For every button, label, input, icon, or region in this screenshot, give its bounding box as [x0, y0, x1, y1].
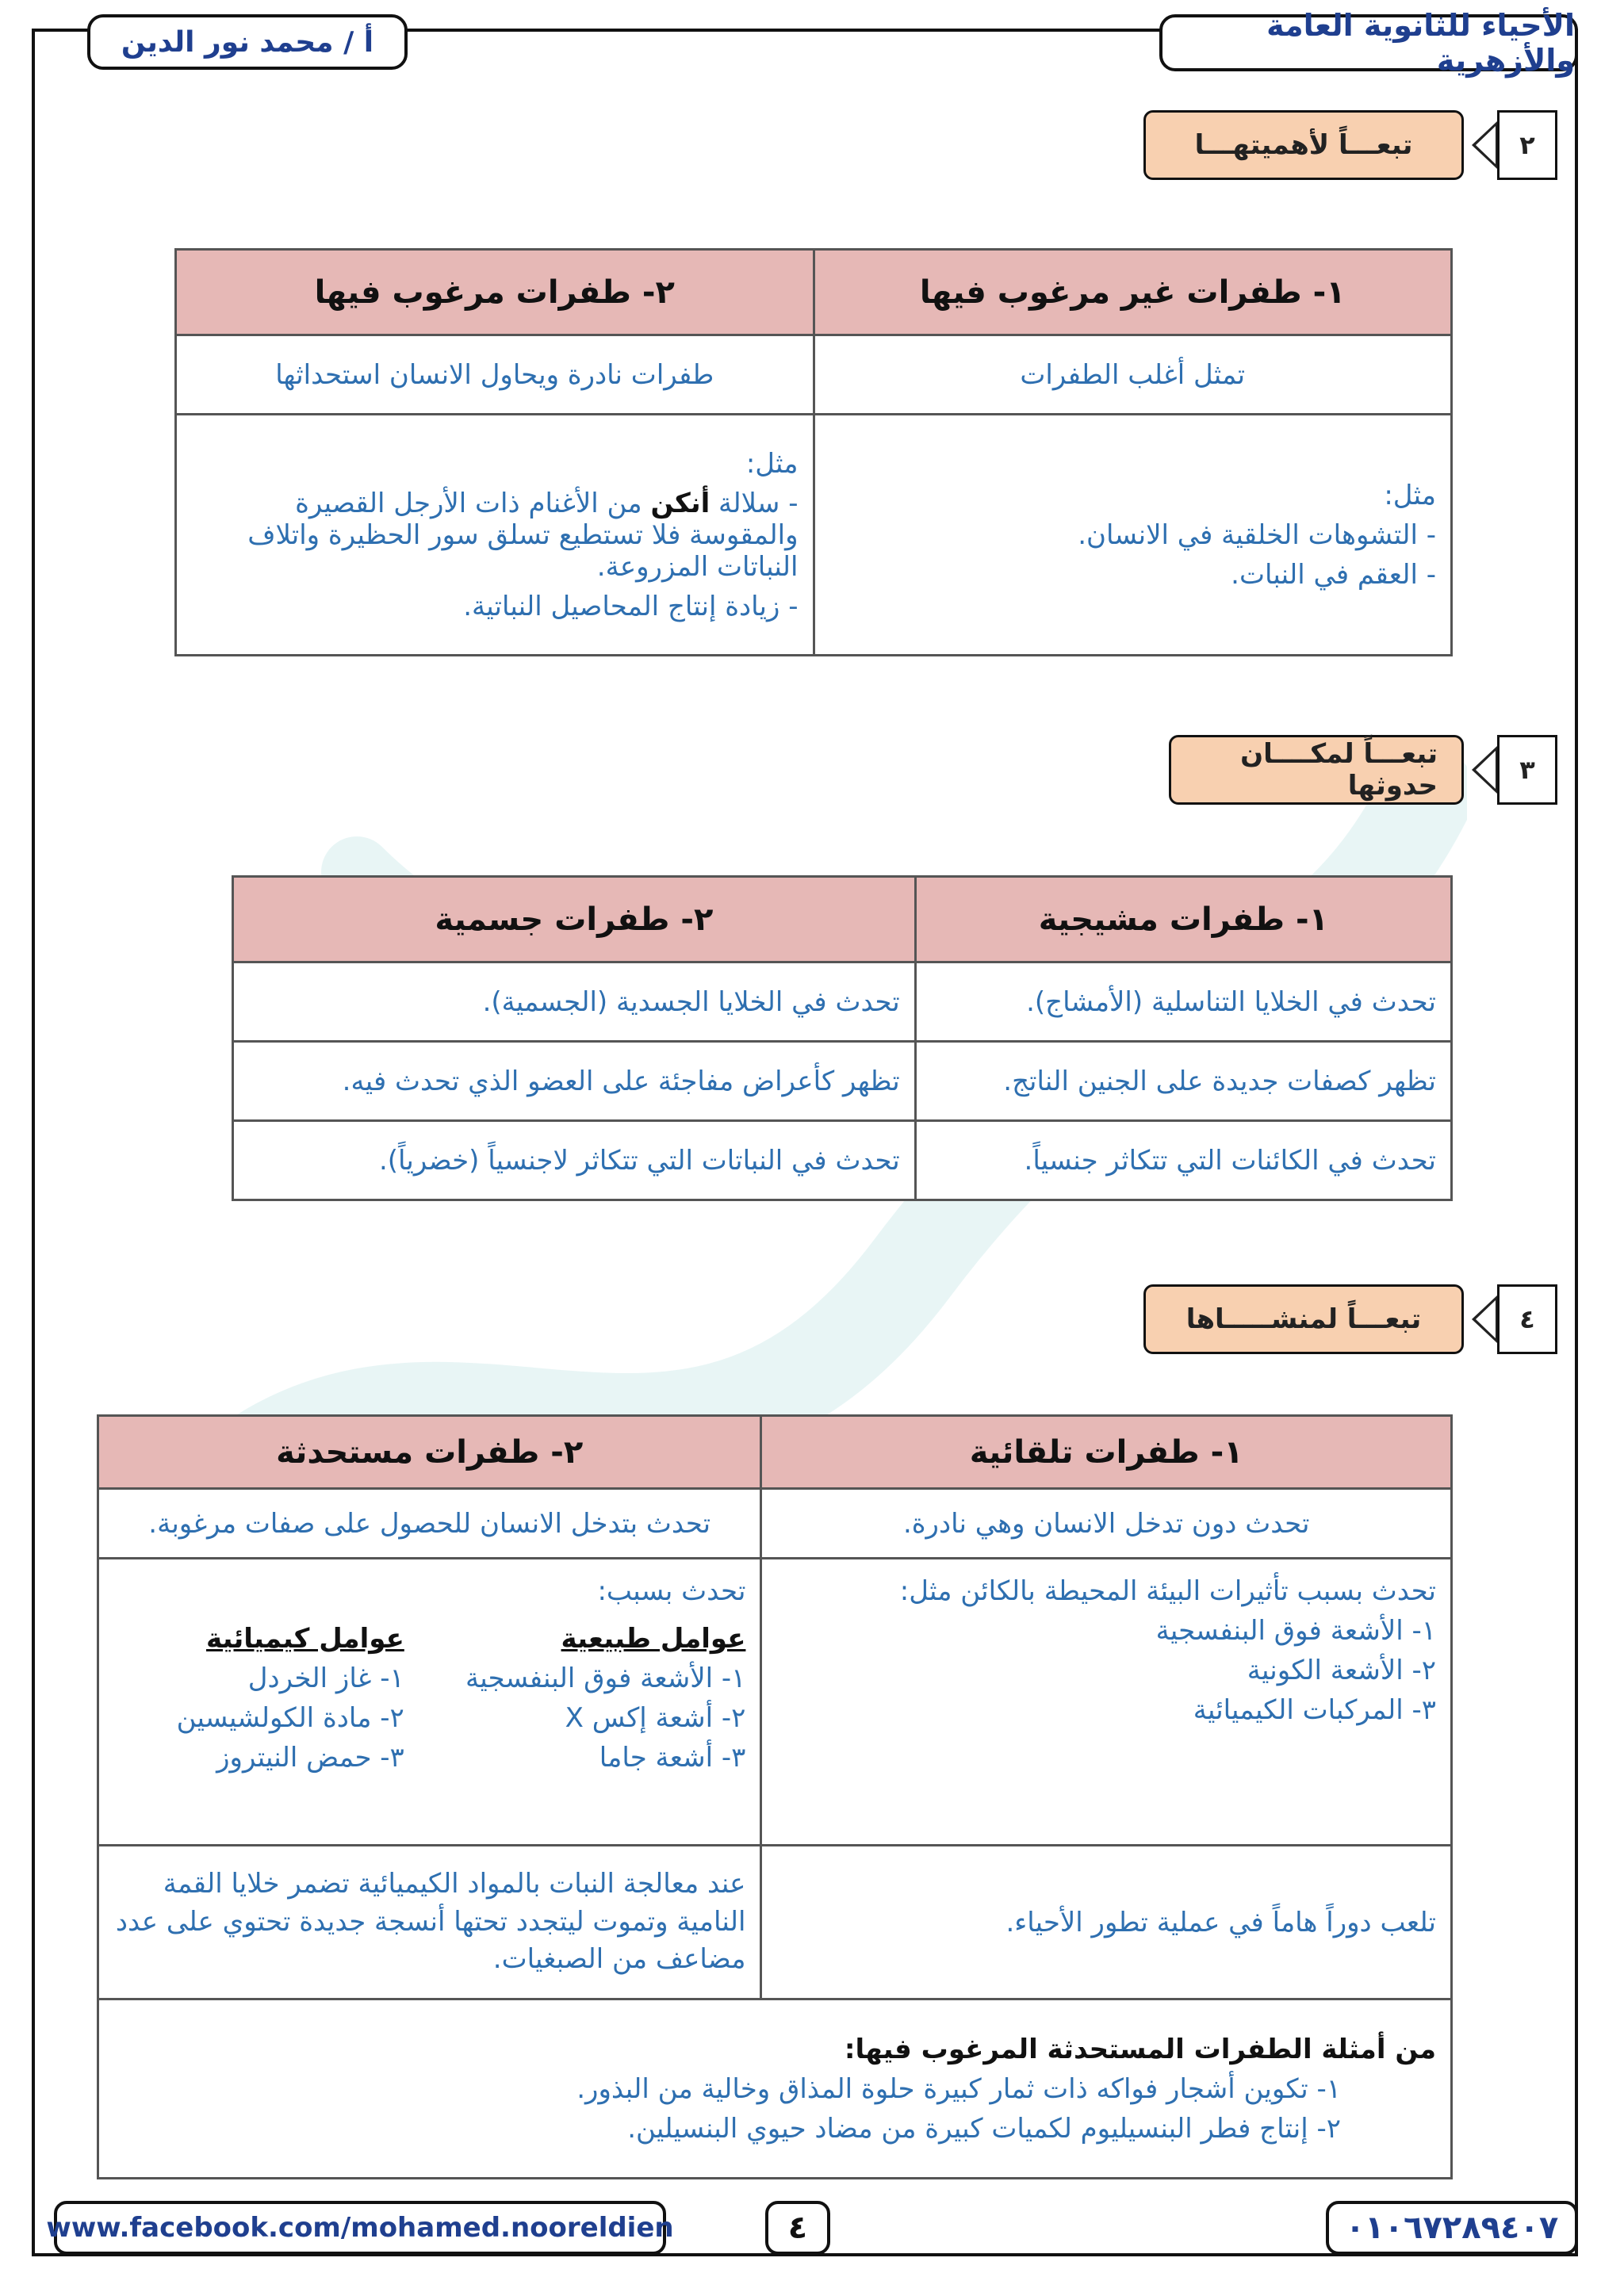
- section-tag-importance: [1137, 109, 1557, 182]
- column-header: ٢- طفرات مستحدثة: [98, 1416, 761, 1489]
- example-item: - زيادة إنتاج المحاصيل النباتية.: [463, 590, 799, 622]
- table-cell: تحدث في الكائنات التي تتكاثر جنسياً.: [915, 1121, 1451, 1200]
- facebook-link[interactable]: www.facebook.com/mohamed.nooreldien: [54, 2201, 666, 2255]
- natural-factors: [455, 1615, 746, 1781]
- section-tag-origin: [1137, 1283, 1557, 1356]
- example-item: - التشوهات الخلقية في الانسان.: [1078, 519, 1436, 551]
- section-label: تبعـــاً لأهميتهـــا: [1143, 110, 1464, 180]
- section-label: تبعـــاً لمكــــان حدوثها: [1169, 735, 1464, 805]
- causes-heading: تحدث بسبب تأثيرات البيئة المحيطة بالكائن مثل:: [899, 1575, 1436, 1607]
- column-header: ٢- طفرات مرغوب فيها: [176, 250, 814, 335]
- example-item: - العقم في النبات.: [1231, 558, 1436, 591]
- desired-example-item: ١- تكوين أشجار فواكه ذات ثمار كبيرة حلوة المذاق وخالية من البذور.: [576, 2072, 1341, 2105]
- table-origin: [97, 1414, 1453, 2179]
- column-header: ١- طفرات مشيجية: [915, 877, 1451, 962]
- examples-heading: مثل:: [1384, 479, 1436, 511]
- examples-heading: مثل:: [745, 447, 799, 480]
- cause-item: ١- الأشعة فوق البنفسجية: [1155, 1615, 1436, 1647]
- cause-item: ٣- أشعة جاما: [599, 1742, 746, 1774]
- cause-item: ٣- المركبات الكيميائية: [1193, 1694, 1436, 1726]
- table-cell: تحدث في النباتات التي تتكاثر لاجنسياً (خضرياً).: [233, 1121, 916, 1200]
- table-cell: تحدث في الخلايا التناسلية (الأمشاج).: [915, 962, 1451, 1042]
- cause-item: ١- الأشعة فوق البنفسجية: [465, 1663, 746, 1694]
- natural-factors-title: عوامل طبيعية: [561, 1623, 746, 1655]
- arrow-left-icon: [1472, 1295, 1497, 1343]
- table-cell: تحدث في الخلايا الجسدية (الجسمية).: [233, 962, 916, 1042]
- arrow-left-icon: [1472, 746, 1497, 794]
- table-cell: تظهر كصفات جديدة على الجنين الناتج.: [915, 1042, 1451, 1121]
- desired-example-item: ٢- إنتاج فطر البنسيليوم لكميات كبيرة من مضاد حيوي البنسيلين.: [627, 2112, 1341, 2145]
- cause-item: ٣- حمض النيتروز: [216, 1742, 404, 1774]
- desired-examples-heading: من أمثلة الطفرات المستحدثة المرغوب فيها:: [844, 2033, 1436, 2065]
- cause-item: ٢- الأشعة الكونية: [1247, 1655, 1436, 1686]
- teacher-name: أ / محمد نور الدين: [87, 14, 408, 70]
- table-importance: [174, 248, 1453, 656]
- table-location: [232, 875, 1453, 1201]
- table-cell: تحدث بتدخل الانسان للحصول على صفات مرغوبة.: [98, 1489, 761, 1559]
- subject-title: الأحياء للثانوية العامة والأزهرية: [1159, 14, 1578, 71]
- section-number: ٢: [1497, 110, 1557, 180]
- cause-item: ٢- أشعة إكس X: [565, 1702, 746, 1734]
- causes-cell-left: [98, 1559, 761, 1846]
- table-cell: تمثل أغلب الطفرات: [814, 335, 1452, 415]
- chemical-factors: [113, 1615, 404, 1781]
- breed-name: أنكن: [650, 487, 710, 519]
- desired-examples-cell: [98, 1999, 1452, 2179]
- causes-heading: تحدث بسبب:: [597, 1575, 746, 1607]
- cause-item: ٢- مادة الكولشيسين: [176, 1702, 404, 1734]
- column-header: ١- طفرات غير مرغوب فيها: [814, 250, 1452, 335]
- table-cell: عند معالجة النبات بالمواد الكيميائية تضمر خلايا القمة النامية وتموت ليتجدد تحتها أنسجة جديدة تحتوي على عدد مضاعف من الصبغيات.: [98, 1846, 761, 1999]
- examples-cell-right: [814, 415, 1452, 656]
- cause-item: ١- غاز الخردل: [247, 1663, 404, 1694]
- page-number: ٤: [765, 2201, 830, 2255]
- example-item: - سلالة أنكن من الأغنام ذات الأرجل القصيرة والمقوسة فلا تستطيع تسلق سور الحظيرة واتلاف النباتات المزروعة.: [247, 487, 799, 583]
- column-header: ٢- طفرات جسمية: [233, 877, 916, 962]
- table-cell: تحدث دون تدخل الانسان وهي نادرة.: [761, 1489, 1452, 1559]
- examples-cell-left: [176, 415, 814, 656]
- causes-columns: [113, 1615, 745, 1781]
- section-label: تبعـــاً لمنشـــــاها: [1143, 1284, 1464, 1354]
- causes-cell-right: [761, 1559, 1452, 1846]
- section-number: ٤: [1497, 1284, 1557, 1354]
- table-cell: تظهر كأعراض مفاجئة على العضو الذي تحدث فيه.: [233, 1042, 916, 1121]
- table-cell: تلعب دوراً هاماً في عملية تطور الأحياء.: [761, 1846, 1452, 1999]
- chemical-factors-title: عوامل كيميائية: [206, 1623, 404, 1655]
- column-header: ١- طفرات تلقائية: [761, 1416, 1452, 1489]
- table-cell: طفرات نادرة ويحاول الانسان استحداثها: [176, 335, 814, 415]
- phone-number: ٠١٠٦٧٢٨٩٤٠٧: [1326, 2201, 1578, 2255]
- section-number: ٣: [1497, 735, 1557, 805]
- arrow-left-icon: [1472, 121, 1497, 169]
- section-tag-location: [1162, 733, 1557, 806]
